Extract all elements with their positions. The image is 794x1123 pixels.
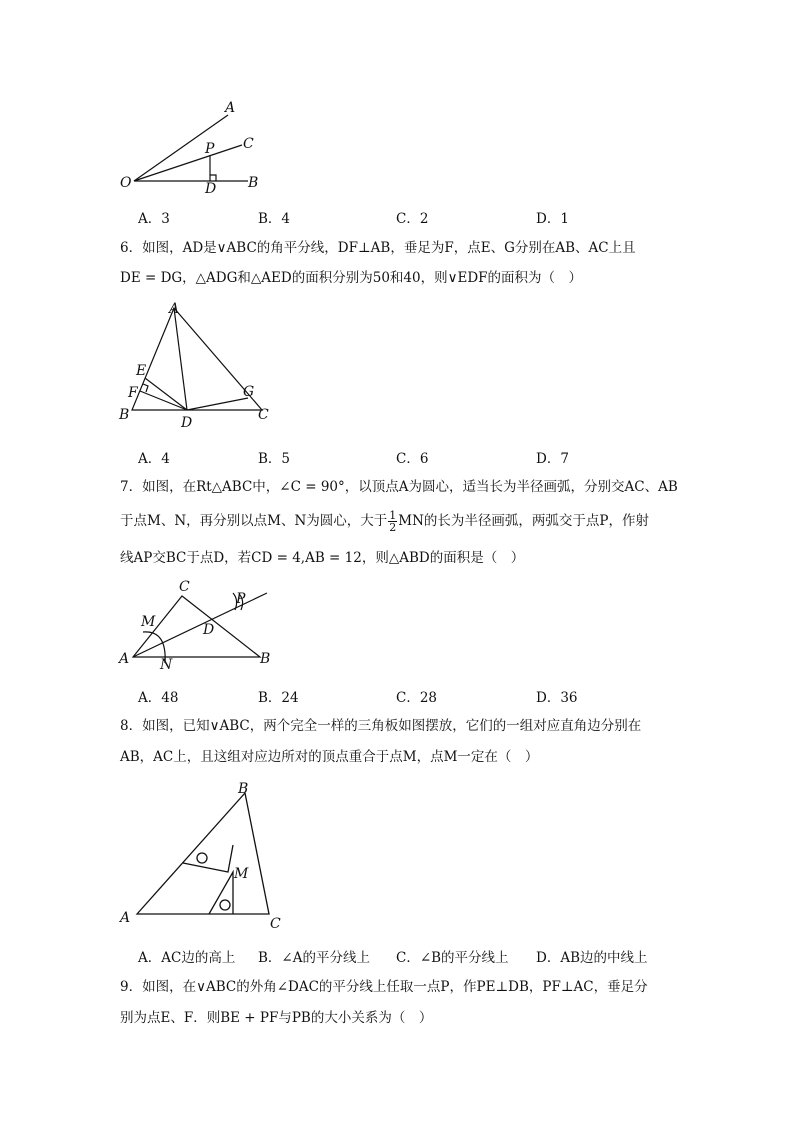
- q6-stem-line1: 6．如图，AD是∨ABC的角平分线，DF⊥AB，垂足为F，点E、G分别在AB、AC上且: [120, 240, 636, 256]
- q5-label-A: A: [225, 100, 236, 116]
- q6-stem-line2: DE = DG，△ADG和△AED的面积分别为50和40，则∨EDF的面积为（ ）: [120, 270, 583, 286]
- q8-label-M: M: [234, 866, 249, 882]
- q6-option-d[interactable]: D．7: [536, 451, 569, 467]
- q7-option-d[interactable]: D．36: [536, 690, 578, 706]
- q7-stem-line1: 7．如图，在Rt△ABC中，∠C = 90°，以顶点A为圆心，适当长为半径画弧，分别交AC、AB: [120, 479, 678, 495]
- q6-option-a[interactable]: A．4: [138, 451, 170, 467]
- q8-option-a[interactable]: A．AC边的高上: [138, 950, 236, 966]
- q8-label-B: B: [238, 781, 249, 797]
- q8-option-c[interactable]: C．∠B的平分线上: [396, 950, 509, 966]
- q7-option-b[interactable]: B．24: [258, 690, 299, 706]
- q7-option-c[interactable]: C．28: [396, 690, 438, 706]
- q9-stem-line1: 9．如图，在∨ABC的外角∠DAC的平分线上任取一点P，作PE⊥DB，PF⊥AC，垂足分: [120, 979, 648, 995]
- q7-figure: [115, 578, 285, 673]
- q5-option-c[interactable]: C．2: [396, 211, 429, 227]
- q6-label-C: C: [258, 407, 269, 423]
- q7-label-B: B: [260, 651, 271, 667]
- q5-label-C: C: [243, 136, 254, 152]
- q7-stem-line3: 线AP交BC于点D，若CD = 4,AB = 12，则△ABD的面积是（ ）: [120, 550, 525, 566]
- q8-option-d[interactable]: D．AB边的中线上: [536, 950, 648, 966]
- q7-stem-line2-part1: 于点M、N，再分别以点M、N为圆心，大于: [120, 513, 388, 529]
- q6-label-F: F: [128, 385, 138, 401]
- q5-figure: [110, 95, 290, 195]
- q7-fraction-half: $\frac{1}{2}$: [389, 509, 397, 534]
- q6-option-b[interactable]: B．5: [258, 451, 291, 467]
- q9-stem-line2: 别为点E、F．则BE + PF与PB的大小关系为（ ）: [120, 1010, 433, 1026]
- q7-label-A: A: [119, 651, 130, 667]
- q5-option-b[interactable]: B．4: [258, 211, 291, 227]
- q6-label-D: D: [181, 415, 193, 431]
- q7-label-M: M: [141, 614, 156, 630]
- q6-label-B: B: [119, 407, 130, 423]
- q7-stem-line2: [120, 510, 649, 533]
- q8-label-C: C: [270, 916, 281, 932]
- q8-option-b[interactable]: B．∠A的平分线上: [258, 950, 370, 966]
- q6-figure: [115, 298, 285, 433]
- q8-label-A: A: [120, 910, 131, 926]
- q7-label-P: P: [236, 591, 246, 607]
- q7-option-a[interactable]: A．48: [138, 690, 179, 706]
- q7-label-D: D: [203, 622, 215, 638]
- q5-label-D: D: [205, 181, 217, 197]
- q7-stem-line2-part2: MN的长为半径画弧，两弧交于点P，作射: [398, 513, 649, 529]
- q8-stem-line2: AB，AC上，且这组对应边所对的顶点重合于点M，点M一定在（ ）: [120, 749, 539, 765]
- q7-label-N: N: [160, 657, 173, 673]
- q5-option-d[interactable]: D．1: [536, 211, 569, 227]
- q5-label-O: O: [120, 175, 132, 191]
- q5-label-B: B: [248, 175, 259, 191]
- q6-option-c[interactable]: C．6: [396, 451, 429, 467]
- q6-label-E: E: [136, 363, 147, 379]
- q8-figure: [115, 775, 305, 940]
- q7-label-C: C: [179, 579, 190, 595]
- q5-label-P: P: [205, 141, 215, 157]
- q8-stem-line1: 8．如图，已知∨ABC，两个完全一样的三角板如图摆放，它们的一组对应直角边分别在: [120, 718, 642, 734]
- q5-option-a[interactable]: A．3: [138, 211, 170, 227]
- q6-label-G: G: [243, 384, 255, 400]
- q6-label-A: A: [169, 301, 180, 317]
